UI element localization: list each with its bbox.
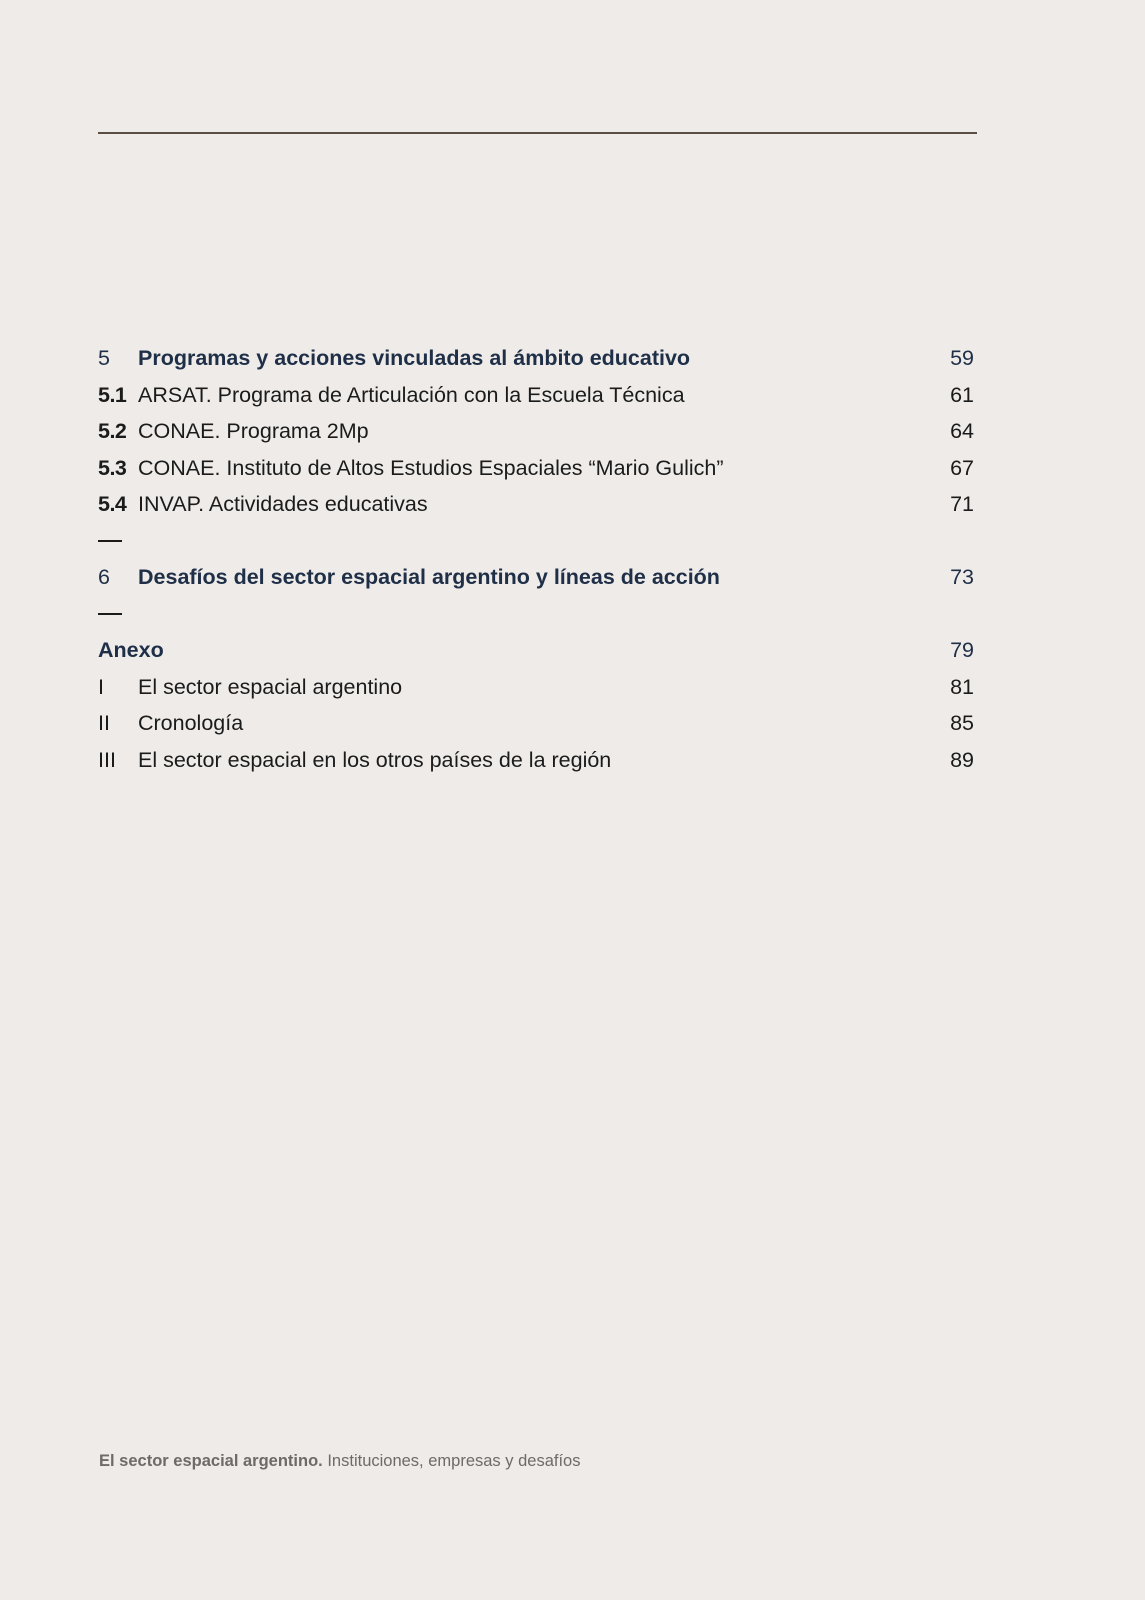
toc-title: El sector espacial en los otros países de la región <box>138 747 612 772</box>
toc-page: 81 <box>950 674 974 699</box>
toc-chapter-5[interactable] <box>98 340 974 377</box>
toc-number: II <box>98 711 110 735</box>
toc-number: 5.1 <box>98 382 127 407</box>
toc-number: 5.3 <box>98 455 127 480</box>
dash-mark <box>98 540 122 542</box>
page-footer <box>99 1452 580 1471</box>
toc-annex[interactable] <box>98 632 974 669</box>
toc-number: 5.4 <box>98 492 127 516</box>
toc-page: 89 <box>950 747 974 772</box>
toc-annex-ii[interactable] <box>98 705 974 742</box>
toc-chapter-6[interactable] <box>98 559 974 596</box>
toc-number: 5 <box>98 346 110 370</box>
toc-annex-i[interactable] <box>98 669 974 706</box>
table-of-contents <box>98 340 974 778</box>
toc-title: Cronología <box>138 711 244 735</box>
toc-title: CONAE. Programa 2Mp <box>138 419 369 443</box>
toc-title: Anexo <box>98 638 164 662</box>
toc-section-5-2[interactable] <box>98 413 974 450</box>
dash-mark <box>98 613 122 615</box>
toc-number: 6 <box>98 565 110 589</box>
toc-number: 5.2 <box>98 419 127 443</box>
toc-page: 79 <box>950 638 974 662</box>
toc-number: I <box>98 674 104 699</box>
footer-subtitle: Instituciones, empresas y desafíos <box>327 1452 581 1470</box>
footer-book-title: El sector espacial argentino. <box>99 1452 323 1470</box>
toc-section-5-1[interactable] <box>98 377 974 414</box>
toc-annex-iii[interactable] <box>98 742 974 779</box>
toc-title: CONAE. Instituto de Altos Estudios Espaciales “Mario Gulich” <box>138 455 724 480</box>
toc-page: 61 <box>950 382 974 407</box>
toc-page: 59 <box>950 346 974 370</box>
toc-page: 73 <box>950 565 974 589</box>
header-rule <box>98 132 977 134</box>
toc-section-5-4[interactable] <box>98 486 974 523</box>
toc-separator <box>98 523 974 560</box>
toc-page: 71 <box>950 492 974 516</box>
toc-page: 67 <box>950 455 974 480</box>
toc-page: 64 <box>950 419 974 443</box>
toc-number: III <box>98 747 116 772</box>
toc-page: 85 <box>950 711 974 735</box>
toc-title: ARSAT. Programa de Articulación con la Escuela Técnica <box>138 382 685 407</box>
toc-separator <box>98 596 974 633</box>
toc-title: INVAP. Actividades educativas <box>138 492 428 516</box>
toc-title: El sector espacial argentino <box>138 674 403 699</box>
toc-title: Programas y acciones vinculadas al ámbito educativo <box>138 346 691 370</box>
toc-section-5-3[interactable] <box>98 450 974 487</box>
toc-title: Desafíos del sector espacial argentino y líneas de acción <box>138 565 720 589</box>
